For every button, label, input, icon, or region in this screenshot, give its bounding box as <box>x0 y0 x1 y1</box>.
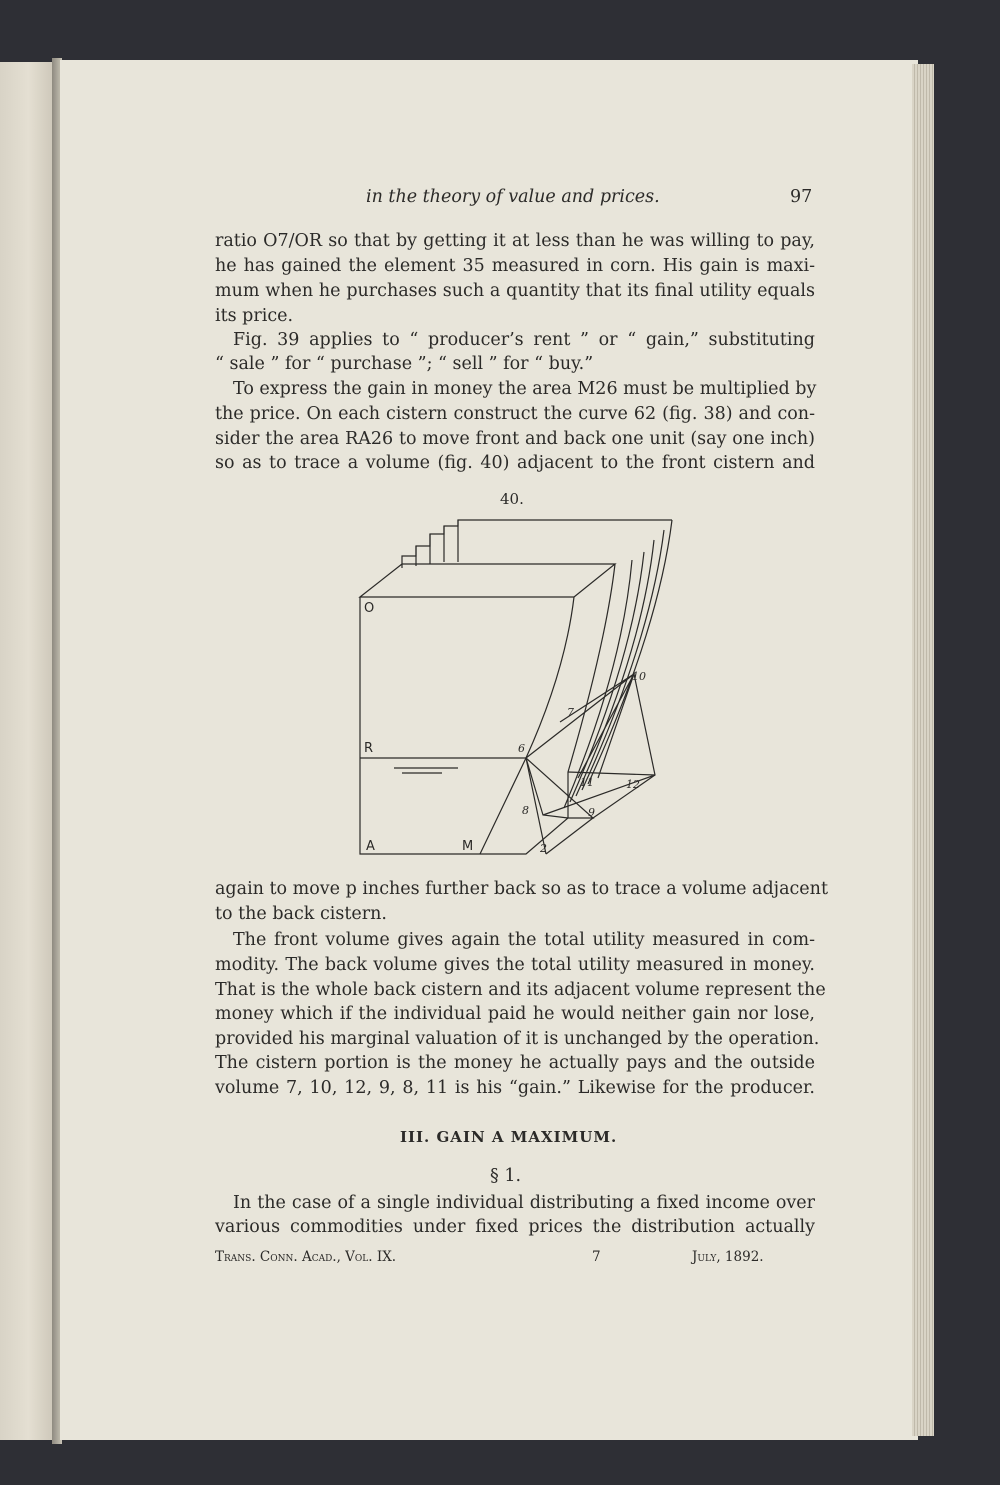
paragraph-3-line: To express the gain in money the area M26 must be multiplied by <box>233 379 817 399</box>
point-O-label: O <box>364 601 375 616</box>
section-mark: § 1. <box>490 1166 522 1186</box>
page-stack-edge <box>912 64 934 1436</box>
paragraph-1-line: ratio O7/OR so that by getting it at less than he was willing to pay, <box>215 231 815 251</box>
lines-6-10-12-9 <box>526 674 655 818</box>
paragraph-2-line: “ sale ” for “ purchase ”; “ sell ” for “ buy.” <box>215 354 594 374</box>
point-6-label: 6 <box>518 742 525 755</box>
section-heading: III. GAIN A MAXIMUM. <box>400 1128 618 1146</box>
page-number: 97 <box>790 187 813 207</box>
point-12-label: 12 <box>626 778 640 791</box>
paragraph-5-line: That is the whole back cistern and its adjacent volume represent the <box>215 980 826 1000</box>
paragraph-1-line: its price. <box>215 306 294 326</box>
paragraph-2-line: Fig. 39 applies to “ producer’s rent ” or “ gain,” substituting <box>233 330 815 350</box>
cistern-curve-front <box>526 597 574 758</box>
point-8-label: 8 <box>522 804 529 817</box>
paragraph-3-line: the price. On each cistern construct the curve 62 (fig. 38) and con- <box>215 404 815 424</box>
cistern-front-left <box>360 597 480 854</box>
figure-label: 40. <box>500 490 524 508</box>
paragraph-3-line: so as to trace a volume (fig. 40) adjacent to the front cistern and <box>215 453 815 473</box>
point-M-label: M <box>462 839 474 854</box>
point-10-label: 10 <box>632 670 646 683</box>
paragraph-5-line: modity. The back volume gives the total utility measured in money. <box>215 955 815 975</box>
paragraph-5-line: volume 7, 10, 12, 9, 8, 11 is his “gain.” Likewise for the producer. <box>215 1078 815 1098</box>
point-7-label: 7 <box>567 706 574 719</box>
water-surface-marks <box>394 768 458 773</box>
footer-date: July, 1892. <box>692 1249 764 1265</box>
figure-linework <box>360 520 672 854</box>
paragraph-3-line: sider the area RA26 to move front and back one unit (say one inch) <box>215 429 815 449</box>
paragraph-5-line: money which if the individual paid he would neither gain nor lose, <box>215 1004 815 1024</box>
paragraph-5-line: The cistern portion is the money he actually pays and the outside <box>215 1053 815 1073</box>
paragraph-4-line: to the back cistern. <box>215 904 387 924</box>
back-plate-edges <box>416 520 458 566</box>
point-11-label: 11 <box>580 776 594 789</box>
paragraph-1-line: he has gained the element 35 measured in corn. His gain is maxi- <box>215 256 815 276</box>
paragraph-5-line: The front volume gives again the total utility measured in com- <box>233 930 815 950</box>
point-9-label: 9 <box>588 806 595 819</box>
footer-journal: Trans. Conn. Acad., Vol. IX. <box>215 1249 397 1265</box>
point-2-label: 2 <box>540 842 547 855</box>
paragraph-5-line: provided his marginal valuation of it is unchanged by the operation. <box>215 1029 820 1049</box>
paragraph-1-line: mum when he purchases such a quantity that its final utility equals <box>215 281 815 301</box>
running-head: in the theory of value and prices. <box>366 187 660 207</box>
footer-signature: 7 <box>592 1249 601 1265</box>
line-2-9 <box>546 818 593 854</box>
paragraph-6-line: various commodities under fixed prices the distribution actually <box>215 1217 815 1237</box>
left-page-edge <box>0 62 52 1440</box>
point-A-label: A <box>366 839 375 854</box>
cistern-top <box>360 564 615 597</box>
back-plate-curve-2 <box>582 530 664 790</box>
paragraph-4-line: again to move p inches further back so as to trace a volume adjacent <box>215 879 828 899</box>
figure-40-cistern-diagram <box>350 512 690 862</box>
point-R-label: R <box>364 741 374 756</box>
back-plate-curve-3 <box>576 540 654 796</box>
paragraph-6-line: In the case of a single individual distributing a fixed income over <box>233 1193 815 1213</box>
